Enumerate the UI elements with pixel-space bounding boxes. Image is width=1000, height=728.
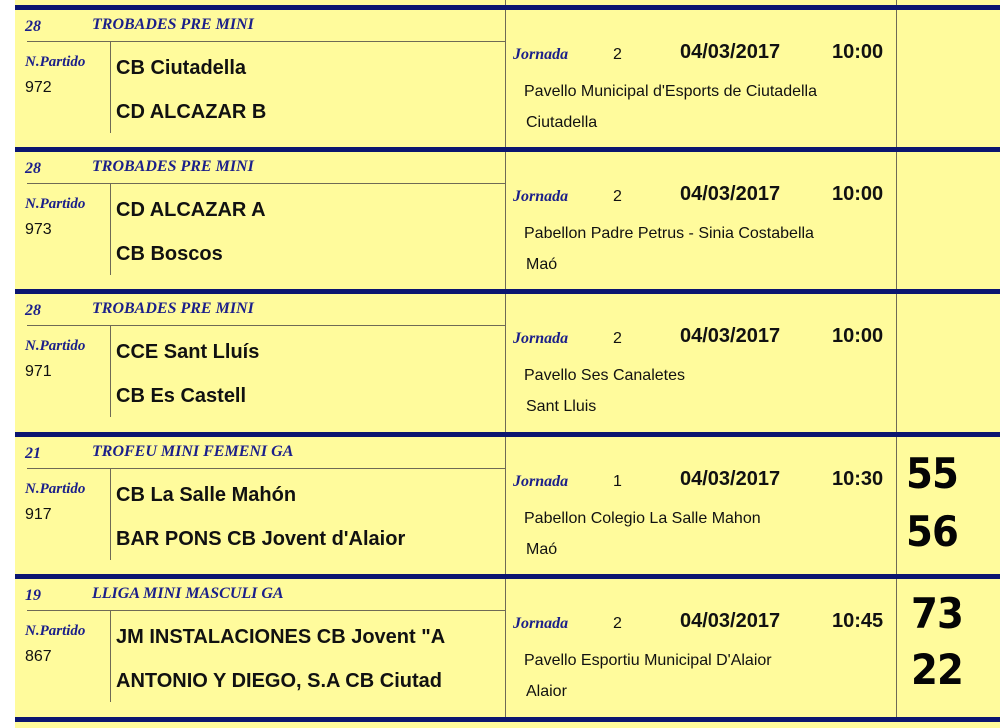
away-team: CD ALCAZAR B: [116, 101, 267, 123]
column-divider: [896, 152, 897, 289]
away-team: CB Es Castell: [116, 385, 247, 407]
jornada-label: Jornada: [513, 615, 569, 632]
away-team: CB Boscos: [116, 243, 223, 265]
match-date: 04/03/2017: [680, 41, 781, 63]
jornada-number: 2: [613, 615, 622, 632]
category-name: TROBADES PRE MINI: [92, 16, 254, 33]
divider-bar: [15, 717, 1000, 722]
home-team: CCE Sant Lluís: [116, 341, 260, 363]
column-divider: [505, 294, 506, 432]
away-team: BAR PONS CB Jovent d'Alaior: [116, 528, 406, 550]
column-divider: [505, 10, 506, 147]
match-number-label: N.Partido: [25, 196, 86, 212]
column-divider: [896, 294, 897, 432]
match-date: 04/03/2017: [680, 183, 781, 205]
header-underline: [27, 468, 505, 469]
match-card: [15, 294, 1000, 431]
team-divider: [110, 468, 111, 560]
match-number: 973: [25, 221, 52, 238]
column-divider: [505, 579, 506, 717]
team-divider: [110, 325, 111, 417]
category-name: TROBADES PRE MINI: [92, 300, 254, 317]
header-underline: [27, 41, 505, 42]
category-number: 28: [25, 18, 41, 35]
match-time: 10:00: [832, 325, 884, 347]
category-name: TROFEU MINI FEMENI GA: [92, 443, 294, 460]
match-time: 10:30: [832, 468, 884, 490]
venue: Pavello Ses Canaletes: [524, 367, 685, 384]
city: Maó: [526, 541, 558, 558]
column-divider: [896, 0, 897, 5]
team-divider: [110, 610, 111, 702]
column-divider: [505, 152, 506, 289]
jornada-number: 2: [613, 188, 622, 205]
home-score: 73: [911, 589, 963, 638]
column-divider: [505, 437, 506, 574]
match-card: [15, 152, 1000, 289]
city: Maó: [526, 256, 558, 273]
match-time: 10:00: [832, 41, 884, 63]
category-number: 28: [25, 302, 41, 319]
jornada-label: Jornada: [513, 473, 569, 490]
category-number: 19: [25, 587, 41, 604]
venue: Pabellon Colegio La Salle Mahon: [524, 510, 761, 527]
header-underline: [27, 325, 505, 326]
team-divider: [110, 41, 111, 133]
venue: Pavello Municipal d'Esports de Ciutadella: [524, 83, 817, 100]
away-score: 56: [906, 507, 958, 556]
category-number: 28: [25, 160, 41, 177]
column-divider: [505, 0, 506, 5]
away-score: 22: [911, 645, 963, 694]
match-card: [15, 10, 1000, 147]
match-date: 04/03/2017: [680, 325, 781, 347]
match-number: 917: [25, 506, 52, 523]
match-number-label: N.Partido: [25, 623, 86, 639]
jornada-label: Jornada: [513, 330, 569, 347]
jornada-number: 1: [613, 473, 622, 490]
city: Alaior: [526, 683, 567, 700]
column-divider: [896, 579, 897, 717]
match-number: 867: [25, 648, 52, 665]
home-team: JM INSTALACIONES CB Jovent "A: [116, 626, 446, 648]
header-underline: [27, 183, 505, 184]
match-card: [15, 437, 1000, 574]
city: Sant Lluis: [526, 398, 597, 415]
match-date: 04/03/2017: [680, 468, 781, 490]
venue: Pavello Esportiu Municipal D'Alaior: [524, 652, 772, 669]
jornada-label: Jornada: [513, 188, 569, 205]
column-divider: [896, 437, 897, 574]
home-score: 55: [906, 449, 958, 498]
venue: Pabellon Padre Petrus - Sinia Costabella: [524, 225, 814, 242]
match-number-label: N.Partido: [25, 338, 86, 354]
match-date: 04/03/2017: [680, 610, 781, 632]
column-divider: [896, 10, 897, 147]
home-team: CD ALCAZAR A: [116, 199, 266, 221]
jornada-number: 2: [613, 46, 622, 63]
jornada-label: Jornada: [513, 46, 569, 63]
match-time: 10:00: [832, 183, 884, 205]
header-underline: [27, 610, 505, 611]
match-time: 10:45: [832, 610, 884, 632]
match-number: 971: [25, 363, 52, 380]
away-team: ANTONIO Y DIEGO, S.A CB Ciutad: [116, 670, 442, 692]
match-number-label: N.Partido: [25, 54, 86, 70]
city: Ciutadella: [526, 114, 598, 131]
category-name: LLIGA MINI MASCULI GA: [92, 585, 284, 602]
home-team: CB Ciutadella: [116, 57, 247, 79]
jornada-number: 2: [613, 330, 622, 347]
match-number: 972: [25, 79, 52, 96]
home-team: CB La Salle Mahón: [116, 484, 297, 506]
team-divider: [110, 183, 111, 275]
match-number-label: N.Partido: [25, 481, 86, 497]
match-card: [15, 579, 1000, 716]
category-name: TROBADES PRE MINI: [92, 158, 254, 175]
category-number: 21: [25, 445, 41, 462]
